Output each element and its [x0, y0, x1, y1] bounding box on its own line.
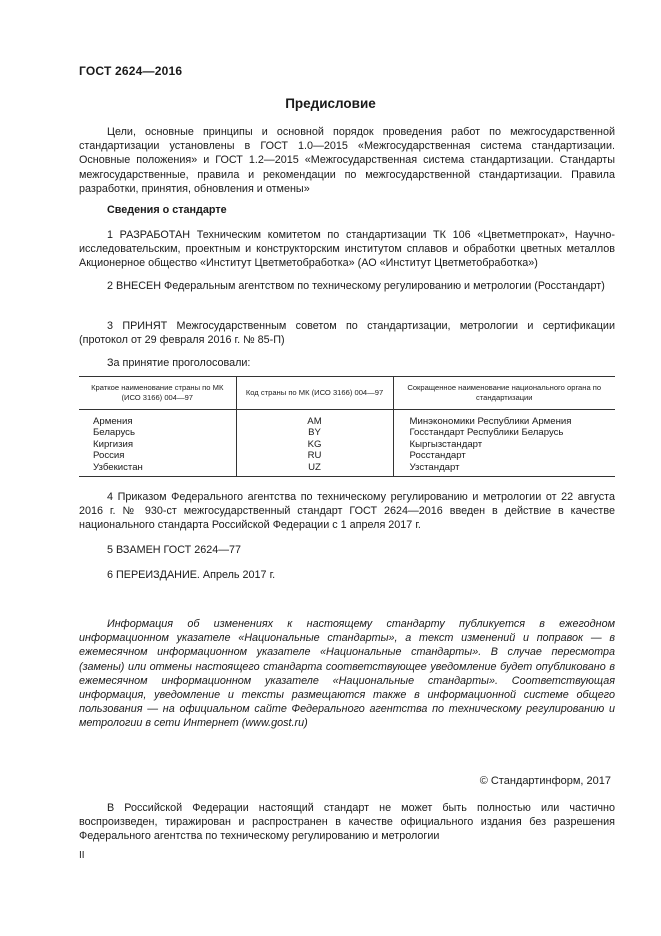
- standards-body: Кыргызстандарт: [393, 439, 615, 450]
- country-name: Россия: [93, 450, 125, 462]
- copyright: © Стандартинформ, 2017: [479, 775, 611, 787]
- table-header-country: Краткое наименование страны по МК (ИСО 3166) 004—97: [79, 377, 236, 410]
- country-code: UZ: [236, 462, 393, 477]
- table-row: [79, 439, 615, 450]
- country-code: KG: [236, 439, 393, 450]
- country-name: Киргизия: [93, 438, 134, 450]
- table-row: [79, 427, 615, 438]
- item-developed: 1 РАЗРАБОТАН Техническим комитетом по стандартизации ТК 106 «Цветметпрокат», Научно-исследовательским, проектным и конструкторским институтом сплавов и обработки цветных металлов Акционерное общество «Институт Цветметобработка» (АО «Институт Цветметобработка»): [79, 229, 615, 270]
- changes-info-notice: Информация об изменениях к настоящему стандарту публикуется в ежегодном информационном указателе «Национальные стандарты», а текст изменений и поправок — в ежемесячном информационном указателе «Национальные стандарты». В случае пересмотра (замены) или отмены настоящего стандарта соответствующее уведомление будет опубликовано в ежемесячном информационном указателе «Национальные стандарты». Соответствующая информация, уведомление и тексты размещаются также в информационной системе общего пользования — на официальном сайте Федерального агентства по техническому регулированию и метрологии в сети Интернет (www.gost.ru): [79, 618, 615, 730]
- table-header-row: [79, 377, 615, 410]
- standards-body: Узстандарт: [393, 462, 615, 477]
- page-number: II: [79, 850, 85, 861]
- standards-body: Минэкономики Республики Армения: [393, 410, 615, 428]
- country-code: BY: [236, 427, 393, 438]
- about-standard-heading: Сведения о стандарте: [107, 204, 227, 216]
- country-code: AM: [236, 410, 393, 428]
- item-introduced: 2 ВНЕСЕН Федеральным агентством по техническому регулированию и метрологии (Росстандарт): [107, 280, 605, 292]
- table-row: [79, 462, 615, 477]
- country-name: Беларусь: [93, 427, 135, 439]
- item-order: 4 Приказом Федерального агентства по техническому регулированию и метрологии от 22 августа 2016 г. № 930-ст межгосударственный стандарт ГОСТ 2624—2016 введен в действие в качестве национального стандарта Российской Федерации с 1 апреля 2017 г.: [79, 491, 615, 532]
- table-row: [79, 410, 615, 428]
- country-code: RU: [236, 450, 393, 461]
- document-code-header: ГОСТ 2624—2016: [79, 64, 183, 78]
- standards-body: Госстандарт Республики Беларусь: [393, 427, 615, 438]
- vote-label: За принятие проголосовали:: [107, 357, 251, 369]
- country-name: Армения: [93, 416, 133, 427]
- reproduction-notice: В Российской Федерации настоящий стандарт не может быть полностью или частично воспроизведен, тиражирован и распространен в качестве официального издания без разрешения Федерального агентства по техническому регулированию и метрологии: [79, 802, 615, 843]
- intro-paragraph: Цели, основные принципы и основной порядок проведения работ по межгосударственной стандартизации установлены в ГОСТ 1.0—2015 «Межгосударственная система стандартизации. Основные положения» и ГОСТ 1.2—2015 «Межгосударственная система стандартизации. Стандарты межгосударственные, правила и рекомендации по межгосударственной стандартизации. Правила разработки, принятия, обновления и отмены»: [79, 126, 615, 195]
- table-header-org: Сокращенное наименование национального органа по стандартизации: [393, 377, 615, 410]
- table-row: [79, 450, 615, 461]
- item-reissue: 6 ПЕРЕИЗДАНИЕ. Апрель 2017 г.: [107, 569, 276, 581]
- table-header-code: Код страны по МК (ИСО 3166) 004—97: [236, 377, 393, 410]
- standards-body: Росстандарт: [393, 450, 615, 461]
- country-name: Узбекистан: [79, 462, 236, 477]
- item-adopted: 3 ПРИНЯТ Межгосударственным советом по стандартизации, метрологии и сертификации (протокол от 29 февраля 2016 г. № 85-П): [79, 320, 615, 347]
- page-title: Предисловие: [285, 96, 376, 111]
- item-replaces: 5 ВЗАМЕН ГОСТ 2624—77: [107, 544, 242, 556]
- voting-countries-table: [79, 376, 615, 477]
